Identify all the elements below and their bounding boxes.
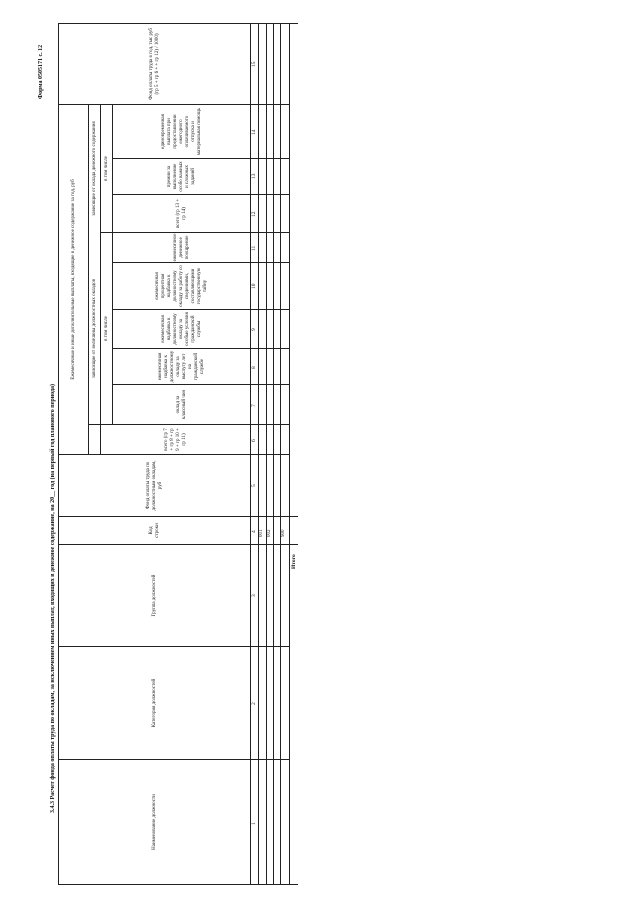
colnum-3: 3 (251, 594, 257, 597)
col-position-group: Группа должностей (151, 574, 157, 617)
colnum-9: 9 (251, 328, 257, 331)
col-position-category: Категория должностей (151, 678, 157, 728)
colnum-5: 5 (251, 484, 257, 487)
group-depends-on-salary: зависящие от величины должностных окладов (91, 278, 97, 379)
row-code-002: 002 (267, 529, 272, 537)
col-secret-bonus: ежемесячная процентная надбавка к должностному окладу за работу со сведениями, составляющими государственную тайну (154, 265, 208, 307)
col-annual-fund: Фонд оплаты труда в год, тыс руб (гр 5 + гр 6 + + гр 12) / 1000) (148, 28, 160, 100)
row-code-001: 001 (259, 529, 264, 537)
col-row-code: Код строки (148, 523, 160, 538)
col-monthly-incentive: ежемесячное денежное поощрение (172, 233, 190, 262)
colnum-11: 11 (251, 245, 257, 251)
colnum-13: 13 (251, 173, 257, 179)
colnum-7: 7 (251, 404, 257, 407)
group-right-including: в том числе (103, 156, 109, 181)
row-code-900: 900 (281, 529, 286, 537)
col-total-6: всего (гр 7 + гр 8 + гр 9 + гр 10 + гр 11) (163, 428, 187, 451)
colnum-2: 2 (251, 702, 257, 705)
form-reference: Форма 0505171 с. 12 (38, 44, 44, 99)
group-left-including: в том числе (103, 316, 109, 341)
col-special-conditions: ежемесячная надбавка к должностному окладу за особые условия гражданской службы (160, 312, 202, 346)
col-rank-pay: оклад за классный чин (175, 389, 187, 420)
col-premium: премии за выполнение особо важных и сложных заданий (166, 161, 196, 192)
group-additional-payments: Ежемесячные и иные дополнительные выплаты, входящие в денежное содержание за год, руб (70, 179, 76, 380)
colnum-1: 1 (251, 822, 257, 825)
col-salary-fund: Фонд оплаты труда по должностным окладам, руб (145, 460, 163, 511)
col-vacation-payment: единовременная выплата при предоставлении ежегодного оплачиваемого отпуска и материальная помощь (160, 107, 202, 156)
total-label: Итого (291, 554, 297, 569)
colnum-14: 14 (251, 129, 257, 135)
group-depends-on-pay: зависящие от оклада денежного содержания (91, 121, 97, 216)
col-seniority-bonus: ежемесячная надбавка к должностному окладу за выслугу лет на гражданской службе (157, 350, 205, 383)
col-position-name: Наименование должности (151, 794, 157, 850)
colnum-12: 12 (251, 211, 257, 217)
colnum-10: 10 (251, 283, 257, 289)
colnum-15: 15 (251, 61, 257, 67)
colnum-8: 8 (251, 366, 257, 369)
colnum-6: 6 (251, 439, 257, 442)
section-title: 3.4.3 Расчет фонда оплаты труда по окладам, за исключением иных выплат, входящих в денежное содержание, на 20__ год (на первый год планового периода) (50, 383, 56, 813)
col-total-12: всего (гр 13 + гр 14) (175, 198, 187, 229)
colnum-4: 4 (251, 530, 257, 533)
